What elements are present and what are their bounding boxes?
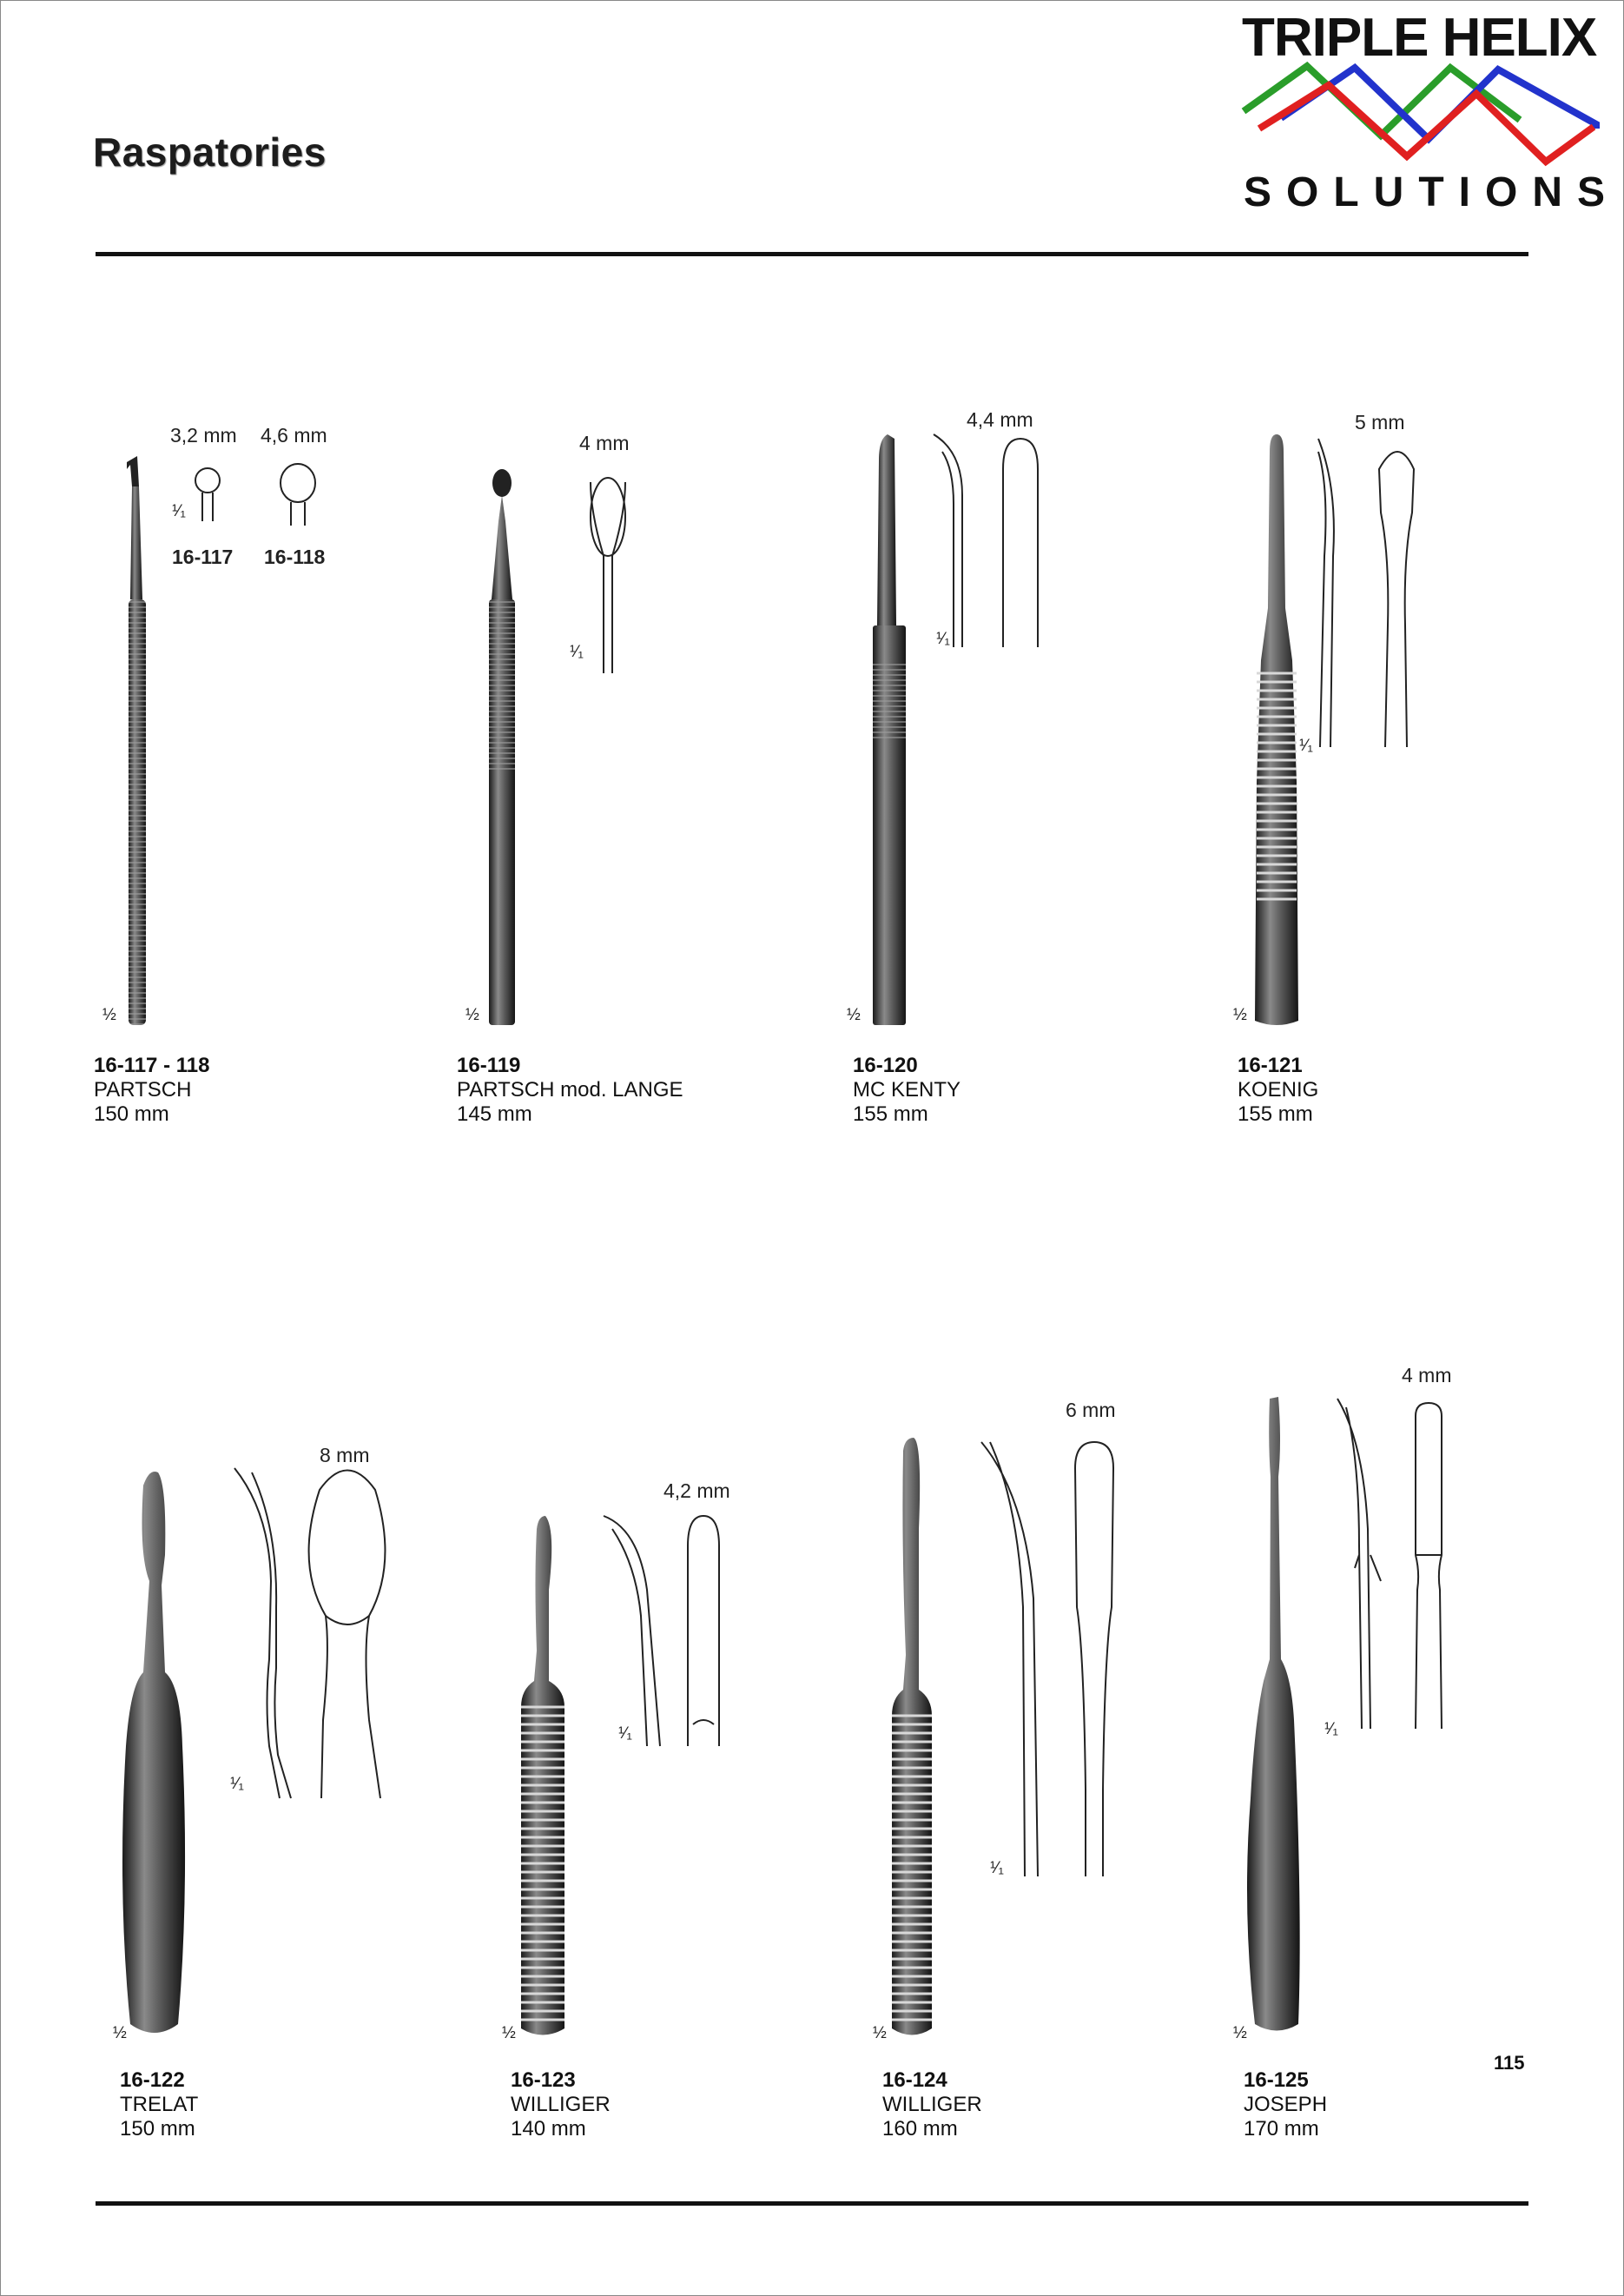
instrument-williger-160 [892, 1438, 1113, 2035]
scale-mark: ¹⁄₁ [1299, 737, 1313, 755]
product-name: PARTSCH mod. LANGE [457, 1078, 683, 1102]
detail-size: 4 mm [1402, 1364, 1452, 1386]
product-code: 16-125 [1244, 2068, 1309, 2092]
product-length: 155 mm [853, 1102, 928, 1126]
product-length: 150 mm [94, 1102, 169, 1126]
scale-mark: ¹⁄₁ [570, 643, 584, 661]
scale-mark: ¹⁄₁ [618, 1724, 632, 1743]
product-code: 16-121 [1238, 1054, 1303, 1077]
product-code: 16-120 [853, 1054, 918, 1077]
logo-text-top: TRIPLE HELIX [1242, 8, 1597, 68]
product-name: TRELAT [120, 2093, 199, 2116]
detail-size: 5 mm [1355, 411, 1405, 433]
scale-mark: ½ [113, 2024, 127, 2042]
detail-size: 4 mm [579, 432, 630, 454]
instrument-mc-kenty [873, 434, 1038, 1025]
product-code: 16-117 - 118 [94, 1054, 210, 1077]
scale-mark: ¹⁄₁ [936, 630, 950, 648]
product-length: 145 mm [457, 1102, 532, 1126]
product-length: 160 mm [882, 2117, 958, 2141]
product-caption [1238, 1054, 1318, 1127]
product-name: PARTSCH [94, 1078, 192, 1102]
detail-size: 6 mm [1066, 1399, 1116, 1421]
product-caption [1244, 2068, 1327, 2141]
product-caption [853, 1054, 961, 1127]
product-caption [120, 2068, 198, 2141]
detail-size-a: 3,2 mm [170, 424, 237, 447]
scale-mark: ¹⁄₁ [230, 1775, 244, 1793]
scale-mark: ½ [502, 2024, 516, 2042]
product-name: MC KENTY [853, 1078, 961, 1102]
instrument-partsch [127, 456, 315, 1025]
page-title: Raspatories [93, 129, 327, 175]
page-number: 115 [1494, 2052, 1525, 2074]
product-code: 16-124 [882, 2068, 947, 2092]
detail-size: 8 mm [320, 1444, 370, 1466]
product-caption [457, 1054, 683, 1127]
product-code: 16-119 [457, 1054, 521, 1077]
detail-code-a: 16-117 [172, 546, 234, 568]
scale-mark: ½ [465, 1006, 479, 1024]
instrument-trelat [122, 1468, 385, 2033]
detail-size: 4,4 mm [967, 408, 1033, 431]
scale-mark: ¹⁄₁ [172, 502, 186, 520]
product-name: KOENIG [1238, 1078, 1319, 1102]
instrument-williger-140 [521, 1516, 719, 2035]
product-code: 16-123 [511, 2068, 576, 2092]
product-caption [94, 1054, 209, 1127]
instrument-partsch-lange [489, 469, 625, 1025]
detail-code-b: 16-118 [264, 546, 326, 568]
instrument-koenig [1255, 434, 1414, 1025]
instrument-joseph [1247, 1397, 1442, 2031]
logo-text-bottom: SOLUTIONS [1244, 169, 1621, 215]
product-length: 150 mm [120, 2117, 195, 2141]
product-name: JOSEPH [1244, 2093, 1328, 2116]
product-name: WILLIGER [511, 2093, 611, 2116]
scale-mark: ½ [102, 1006, 116, 1024]
detail-size-b: 4,6 mm [261, 424, 327, 447]
detail-size: 4,2 mm [663, 1479, 730, 1502]
product-caption [882, 2068, 982, 2141]
product-caption [511, 2068, 611, 2141]
scale-mark: ½ [847, 1006, 861, 1024]
scale-mark: ½ [873, 2024, 887, 2042]
product-code: 16-122 [120, 2068, 185, 2092]
product-length: 170 mm [1244, 2117, 1319, 2141]
product-length: 155 mm [1238, 1102, 1313, 1126]
scale-mark: ½ [1233, 2024, 1247, 2042]
scale-mark: ¹⁄₁ [990, 1859, 1004, 1877]
product-length: 140 mm [511, 2117, 586, 2141]
scale-mark: ¹⁄₁ [1324, 1720, 1338, 1738]
product-name: WILLIGER [882, 2093, 982, 2116]
scale-mark: ½ [1233, 1006, 1247, 1024]
